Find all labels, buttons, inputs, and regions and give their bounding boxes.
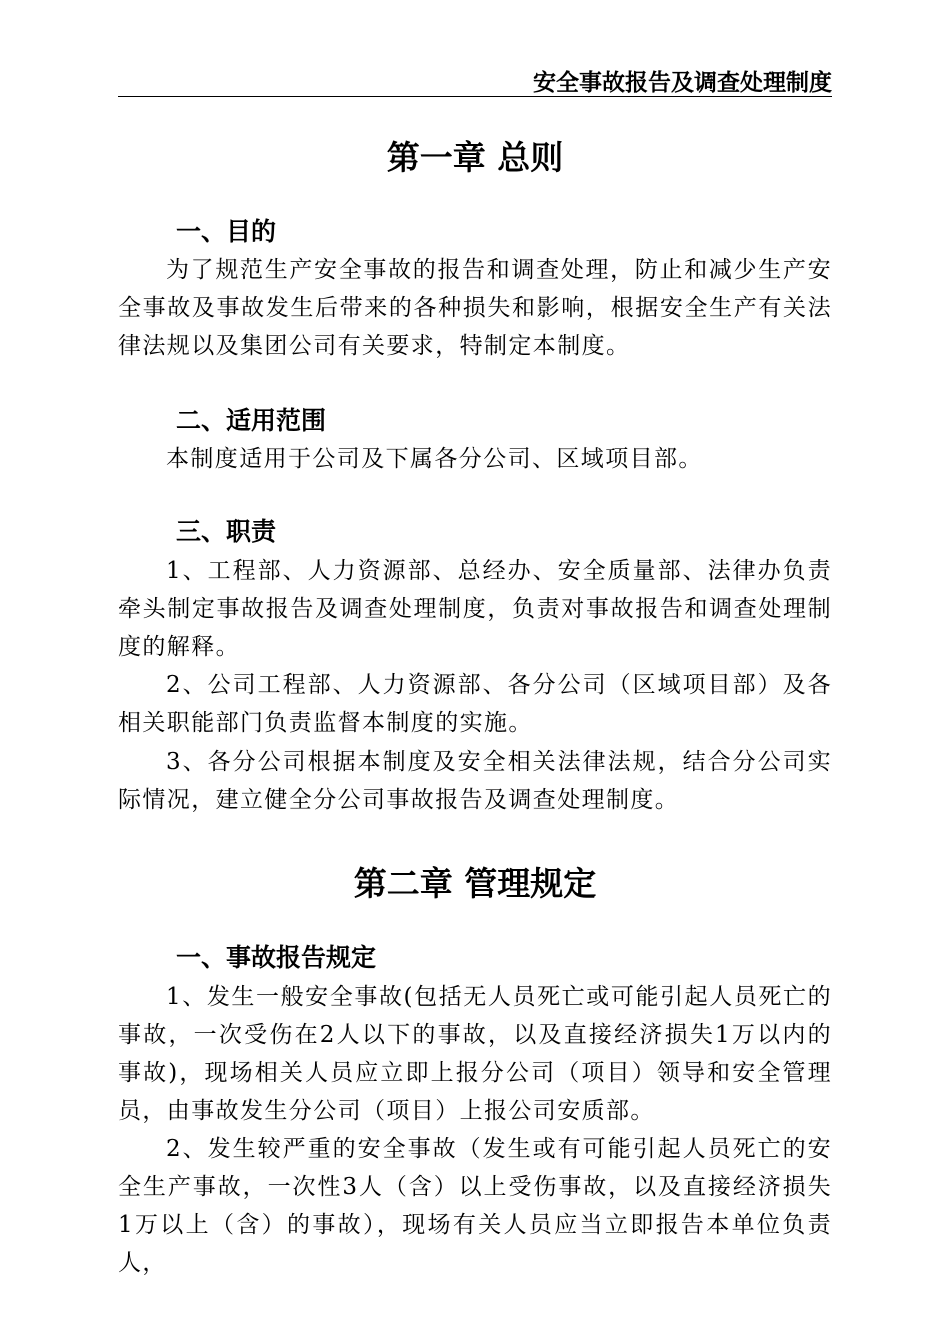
header-title: 安全事故报告及调查处理制度 <box>533 70 832 96</box>
paragraph-duty-1: 1、工程部、人力资源部、总经办、安全质量部、法律办负责牵头制定事故报告及调查处理制度，负责对事故报告和调查处理制度的解释。 <box>118 558 832 660</box>
header-divider <box>118 96 832 97</box>
chapter-2-title: 第二章 管理规定 <box>353 864 597 903</box>
section-scope-heading: 二、适用范围 <box>176 406 327 435</box>
paragraph-duty-3: 3、各分公司根据本制度及安全相关法律法规，结合分公司实际情况，建立健全分公司事故报告及调查处理制度。 <box>118 749 832 813</box>
chapter-1-title: 第一章 总则 <box>386 138 564 177</box>
paragraph-duty-2: 2、公司工程部、人力资源部、各分公司（区域项目部）及各相关职能部门负责监督本制度的实施。 <box>118 672 832 736</box>
section-duties-heading: 三、职责 <box>176 517 277 546</box>
section-reporting-heading: 一、事故报告规定 <box>176 943 377 972</box>
paragraph-report-1: 1、发生一般安全事故(包括无人员死亡或可能引起人员死亡的事故，一次受伤在2人以下的事故，以及直接经济损失1万以内的事故)，现场相关人员应立即上报分公司（项目）领导和安全管理员，由事故发生分公司（项目）上报公司安质部。 <box>118 984 832 1124</box>
section-purpose-heading: 一、目的 <box>176 217 277 246</box>
paragraph-report-2: 2、发生较严重的安全事故（发生或有可能引起人员死亡的安全生产事故，一次性3人（含）以上受伤事故，以及直接经济损失1万以上（含）的事故），现场有关人员应当立即报告本单位负责人， <box>118 1136 832 1276</box>
paragraph-scope: 本制度适用于公司及下属各分公司、区域项目部。 <box>166 446 703 472</box>
paragraph-purpose: 为了规范生产安全事故的报告和调查处理，防止和减少生产安全事故及事故发生后带来的各种损失和影响，根据安全生产有关法律法规以及集团公司有关要求，特制定本制度。 <box>118 257 832 359</box>
